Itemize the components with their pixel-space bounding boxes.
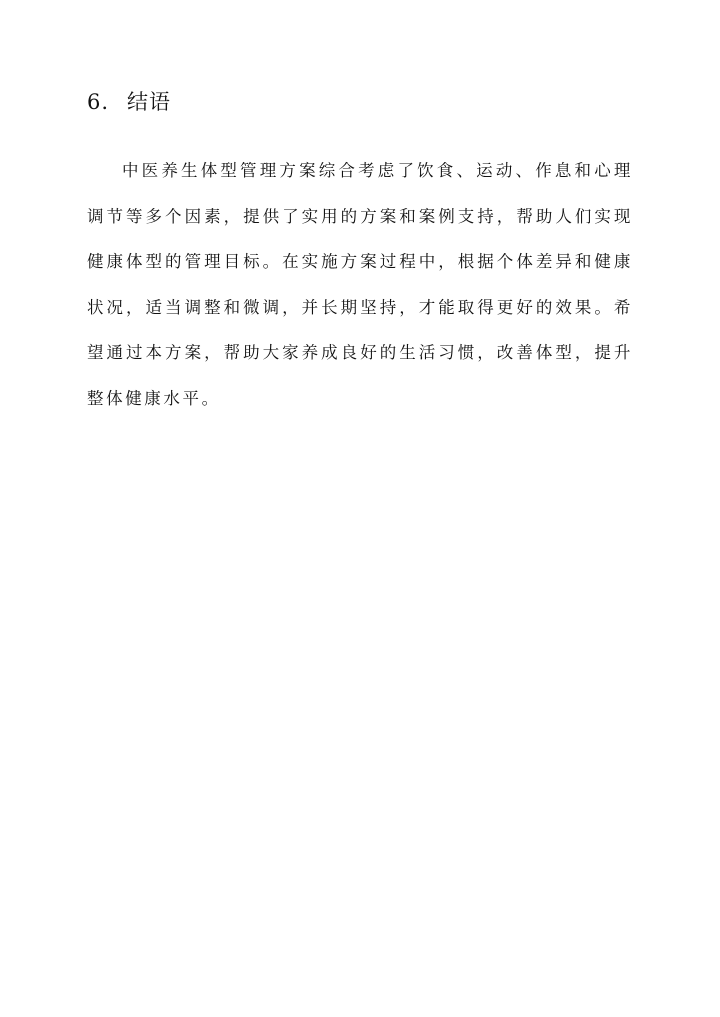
- section-number: 6.: [87, 90, 110, 114]
- body-paragraph: 中医养生体型管理方案综合考虑了饮食、运动、作息和心理调节等多个因素，提供了实用的方案和案例支持，帮助人们实现健康体型的管理目标。在实施方案过程中，根据个体差异和健康状况，适当调整和微调，并长期坚持，才能取得更好的效果。希望通过本方案，帮助大家养成良好的生活习惯，改善体型，提升整体健康水平。: [87, 161, 633, 408]
- section-title: 结语: [127, 90, 172, 114]
- section-heading: [87, 86, 171, 116]
